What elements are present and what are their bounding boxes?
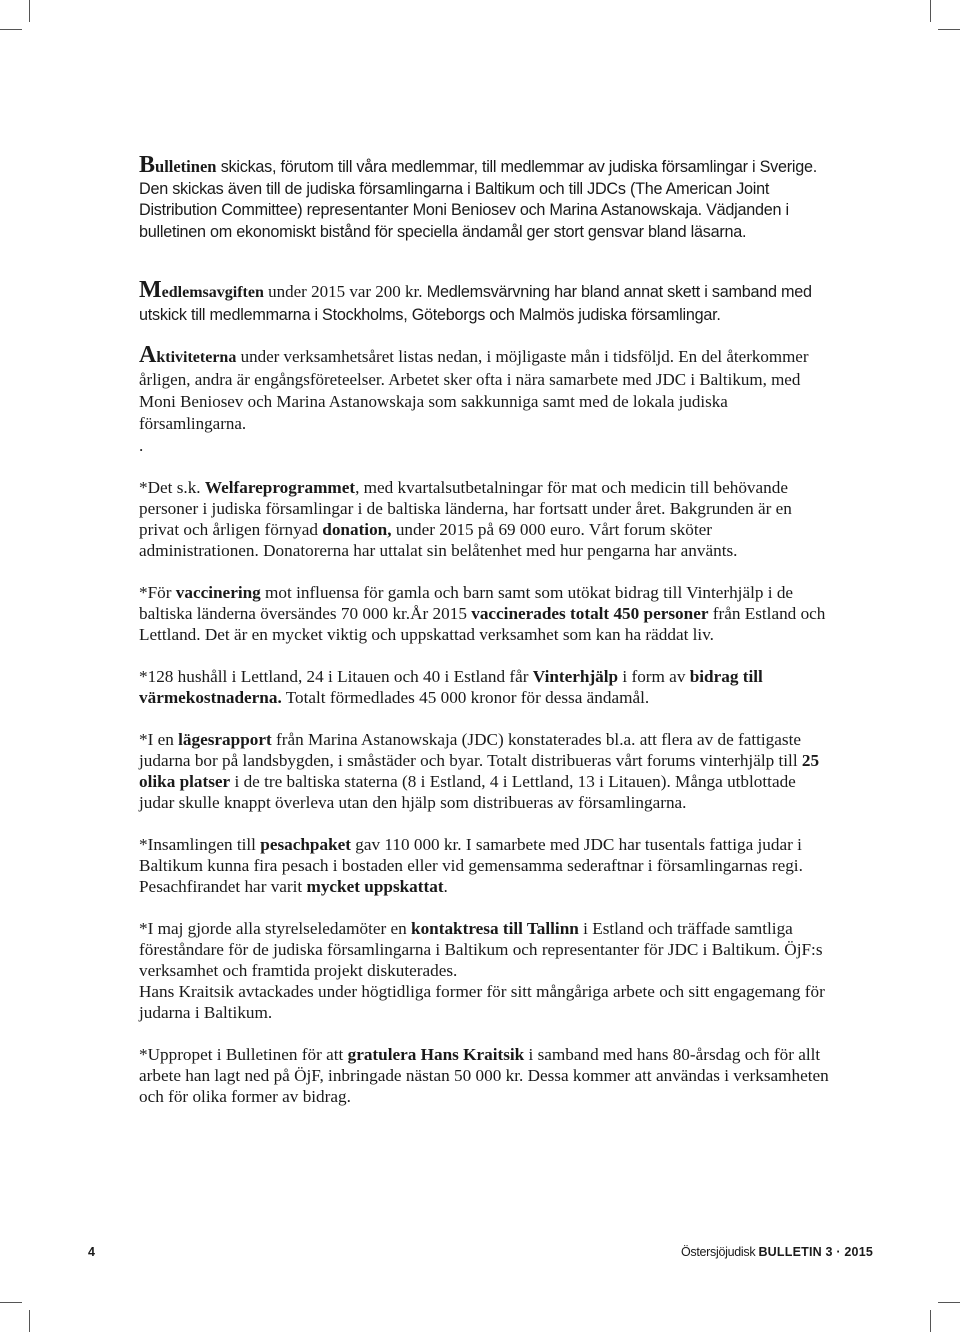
bold-run: donation, [322, 520, 392, 540]
paragraph-text: skickas, förutom till våra medlemmar, till medlemmar av judiska församlingar i Sverige. Den skickas även till de judiska församlingarna i Baltikum och till JDCs (The American Joint Distribution Committee) representanter Moni Beniosev och Marina Astanowskaja. Vädjanden i bulletinen om ekonomiskt bistånd för speciella ändamål ger stort gensvar bland läsarna. [139, 158, 817, 241]
bold-run: vaccinerades totalt 450 personer [471, 604, 709, 624]
publication-issue: BULLETIN 3 · 2015 [758, 1245, 873, 1259]
paragraph-kontaktresa [139, 918, 829, 981]
text-run: *I maj gjorde alla styrelseledamöter en [139, 919, 412, 939]
text-run: , med kvartalsutbetalningar för mat och medicin till behövande personer i judiska församlingar i de baltiska länderna, har fortsatt under året. Bakgrunden är en privat och årligen förnyad [139, 478, 792, 540]
paragraph-lagesrapport [139, 729, 829, 813]
bold-run: 25 olika platser [139, 751, 820, 792]
lead-word: edlemsavgiften [161, 284, 264, 302]
bold-run: mycket uppskattat [306, 877, 444, 897]
bold-run: gratulera Hans Kraitsik [347, 1045, 525, 1065]
bold-run: kontaktresa till Tallinn [411, 919, 579, 939]
crop-mark-top-right-v [930, 0, 931, 22]
text-run: *Det s.k. [139, 478, 205, 498]
paragraph-welfare [139, 477, 829, 561]
publication-label [681, 1245, 873, 1259]
paragraph-avtackning: Hans Kraitsik avtackades under högtidliga former för sitt mångåriga arbete och sitt engagemang för judarna i Baltikum. [139, 982, 825, 1023]
text-run: *Insamlingen till [139, 835, 261, 855]
text-run: Totalt förmedlades 45 000 kronor för dessa ändamål. [281, 688, 650, 708]
bold-run: vaccinering [175, 583, 261, 603]
text-run: i form av [618, 667, 690, 687]
crop-mark-top-left [0, 29, 22, 30]
bold-run: Vinterhjälp [532, 667, 619, 687]
paragraph-text: under 2015 var 200 kr. [263, 282, 423, 302]
text-run: i de tre baltiska staterna (8 i Estland, 4 i Lettland, 13 i Litauen). Många utblottade judar skulle knappt överleva utan den hjälp som distribueras av församlingarna. [139, 772, 796, 813]
text-run: under 2015 på 69 000 euro. Vårt forum sköter administrationen. Donatorerna har uttalat sin belåtenhet med hur pengarna har använts. [139, 520, 738, 561]
crop-mark-top-left-v [29, 0, 30, 22]
text-run: *För [139, 583, 176, 603]
bold-run: pesachpaket [260, 835, 351, 855]
text-run: mot influensa för gamla och barn samt som utökat bidrag till Vinterhjälp i de baltiska länderna översändes 70 000 kr.År 2015 [139, 583, 794, 624]
bold-run: Welfareprogrammet [204, 478, 356, 498]
crop-mark-bottom-right [938, 1302, 960, 1303]
text-run: från Estland och Lettland. Det är en mycket viktig och uppskattad verksamhet som kan ha räddat liv. [139, 604, 826, 645]
paragraph-pesachpaket [139, 834, 829, 897]
crop-mark-top-right [938, 29, 960, 30]
crop-mark-bottom-right-v [930, 1310, 931, 1332]
publication-name: Östersjöjudisk [680, 1245, 759, 1259]
text-run: *I en [139, 730, 179, 750]
text-run: *Uppropet i Bulletinen för att [139, 1045, 348, 1065]
paragraph-medlemsavgiften [139, 279, 829, 326]
paragraph-uppropet [139, 1044, 829, 1107]
paragraph-vaccinering [139, 582, 829, 645]
drop-initial: B [139, 152, 156, 178]
text-run: . [443, 877, 448, 897]
lead-word: ulletinen [155, 157, 217, 176]
bold-run: bidrag till värmekostnaderna. [139, 667, 763, 708]
drop-initial: M [139, 277, 162, 304]
crop-mark-bottom-left-v [29, 1310, 30, 1332]
crop-mark-bottom-left [0, 1302, 22, 1303]
lead-word: ktiviteterna [156, 349, 237, 367]
text-run: i samband med hans 80-årsdag och för allt arbete han lagt ned på ÖjF, inbringade nästan 50 000 kr. Dessa kommer att användas i verksamheten och för olika former av bidrag. [139, 1045, 829, 1107]
stray-dot: . [139, 436, 144, 456]
paragraph-text-sans: Medlemsvärvning har bland annat skett i samband med utskick till medlemmarna i Stockholms, Göteborgs och Malmös judiska församlingar. [139, 283, 812, 325]
page-footer [0, 1245, 960, 1265]
drop-initial: A [139, 342, 157, 369]
paragraph-text: under verksamhetsåret listas nedan, i möjligaste mån i tidsföljd. En del återkommer årligen, andra är engångsföreteelser. Arbetet sker ofta i nära samarbete med JDC i Baltikum, med Moni Beniosev och Marina Astanowskaja som sakkunniga samt med de lokala judiska församlingarna. [139, 347, 809, 434]
text-run: gav 110 000 kr. I samarbete med JDC har tusentals fattiga judar i Baltikum kunna fira pesach i bostaden eller vid gemensamma sederaftnar i församlingarnas regi. Pesachfirandet har varit [139, 835, 803, 897]
paragraph-aktiviteterna [139, 344, 829, 435]
text-run: i Estland och träffade samtliga föreståndare för de judiska församlingarna i Baltikum och representanter för JDC i Baltikum. ÖjF:s verksamhet och framtida projekt diskuterades. [139, 919, 823, 981]
text-run: *128 hushåll i Lettland, 24 i Litauen och 40 i Estland får [139, 667, 533, 687]
page-number: 4 [88, 1245, 95, 1259]
bold-run: lägesrapport [178, 730, 272, 750]
article-body [139, 152, 829, 1107]
text-run: från Marina Astanowskaja (JDC) konstaterades bl.a. att flera av de fattigaste judarna bor på landsbygden, i småstäder och byar. Totalt distribueras vårt forums vinterhjälp till [139, 730, 802, 771]
paragraph-vinterhjalp [139, 666, 829, 708]
paragraph-bulletinen [139, 152, 829, 243]
